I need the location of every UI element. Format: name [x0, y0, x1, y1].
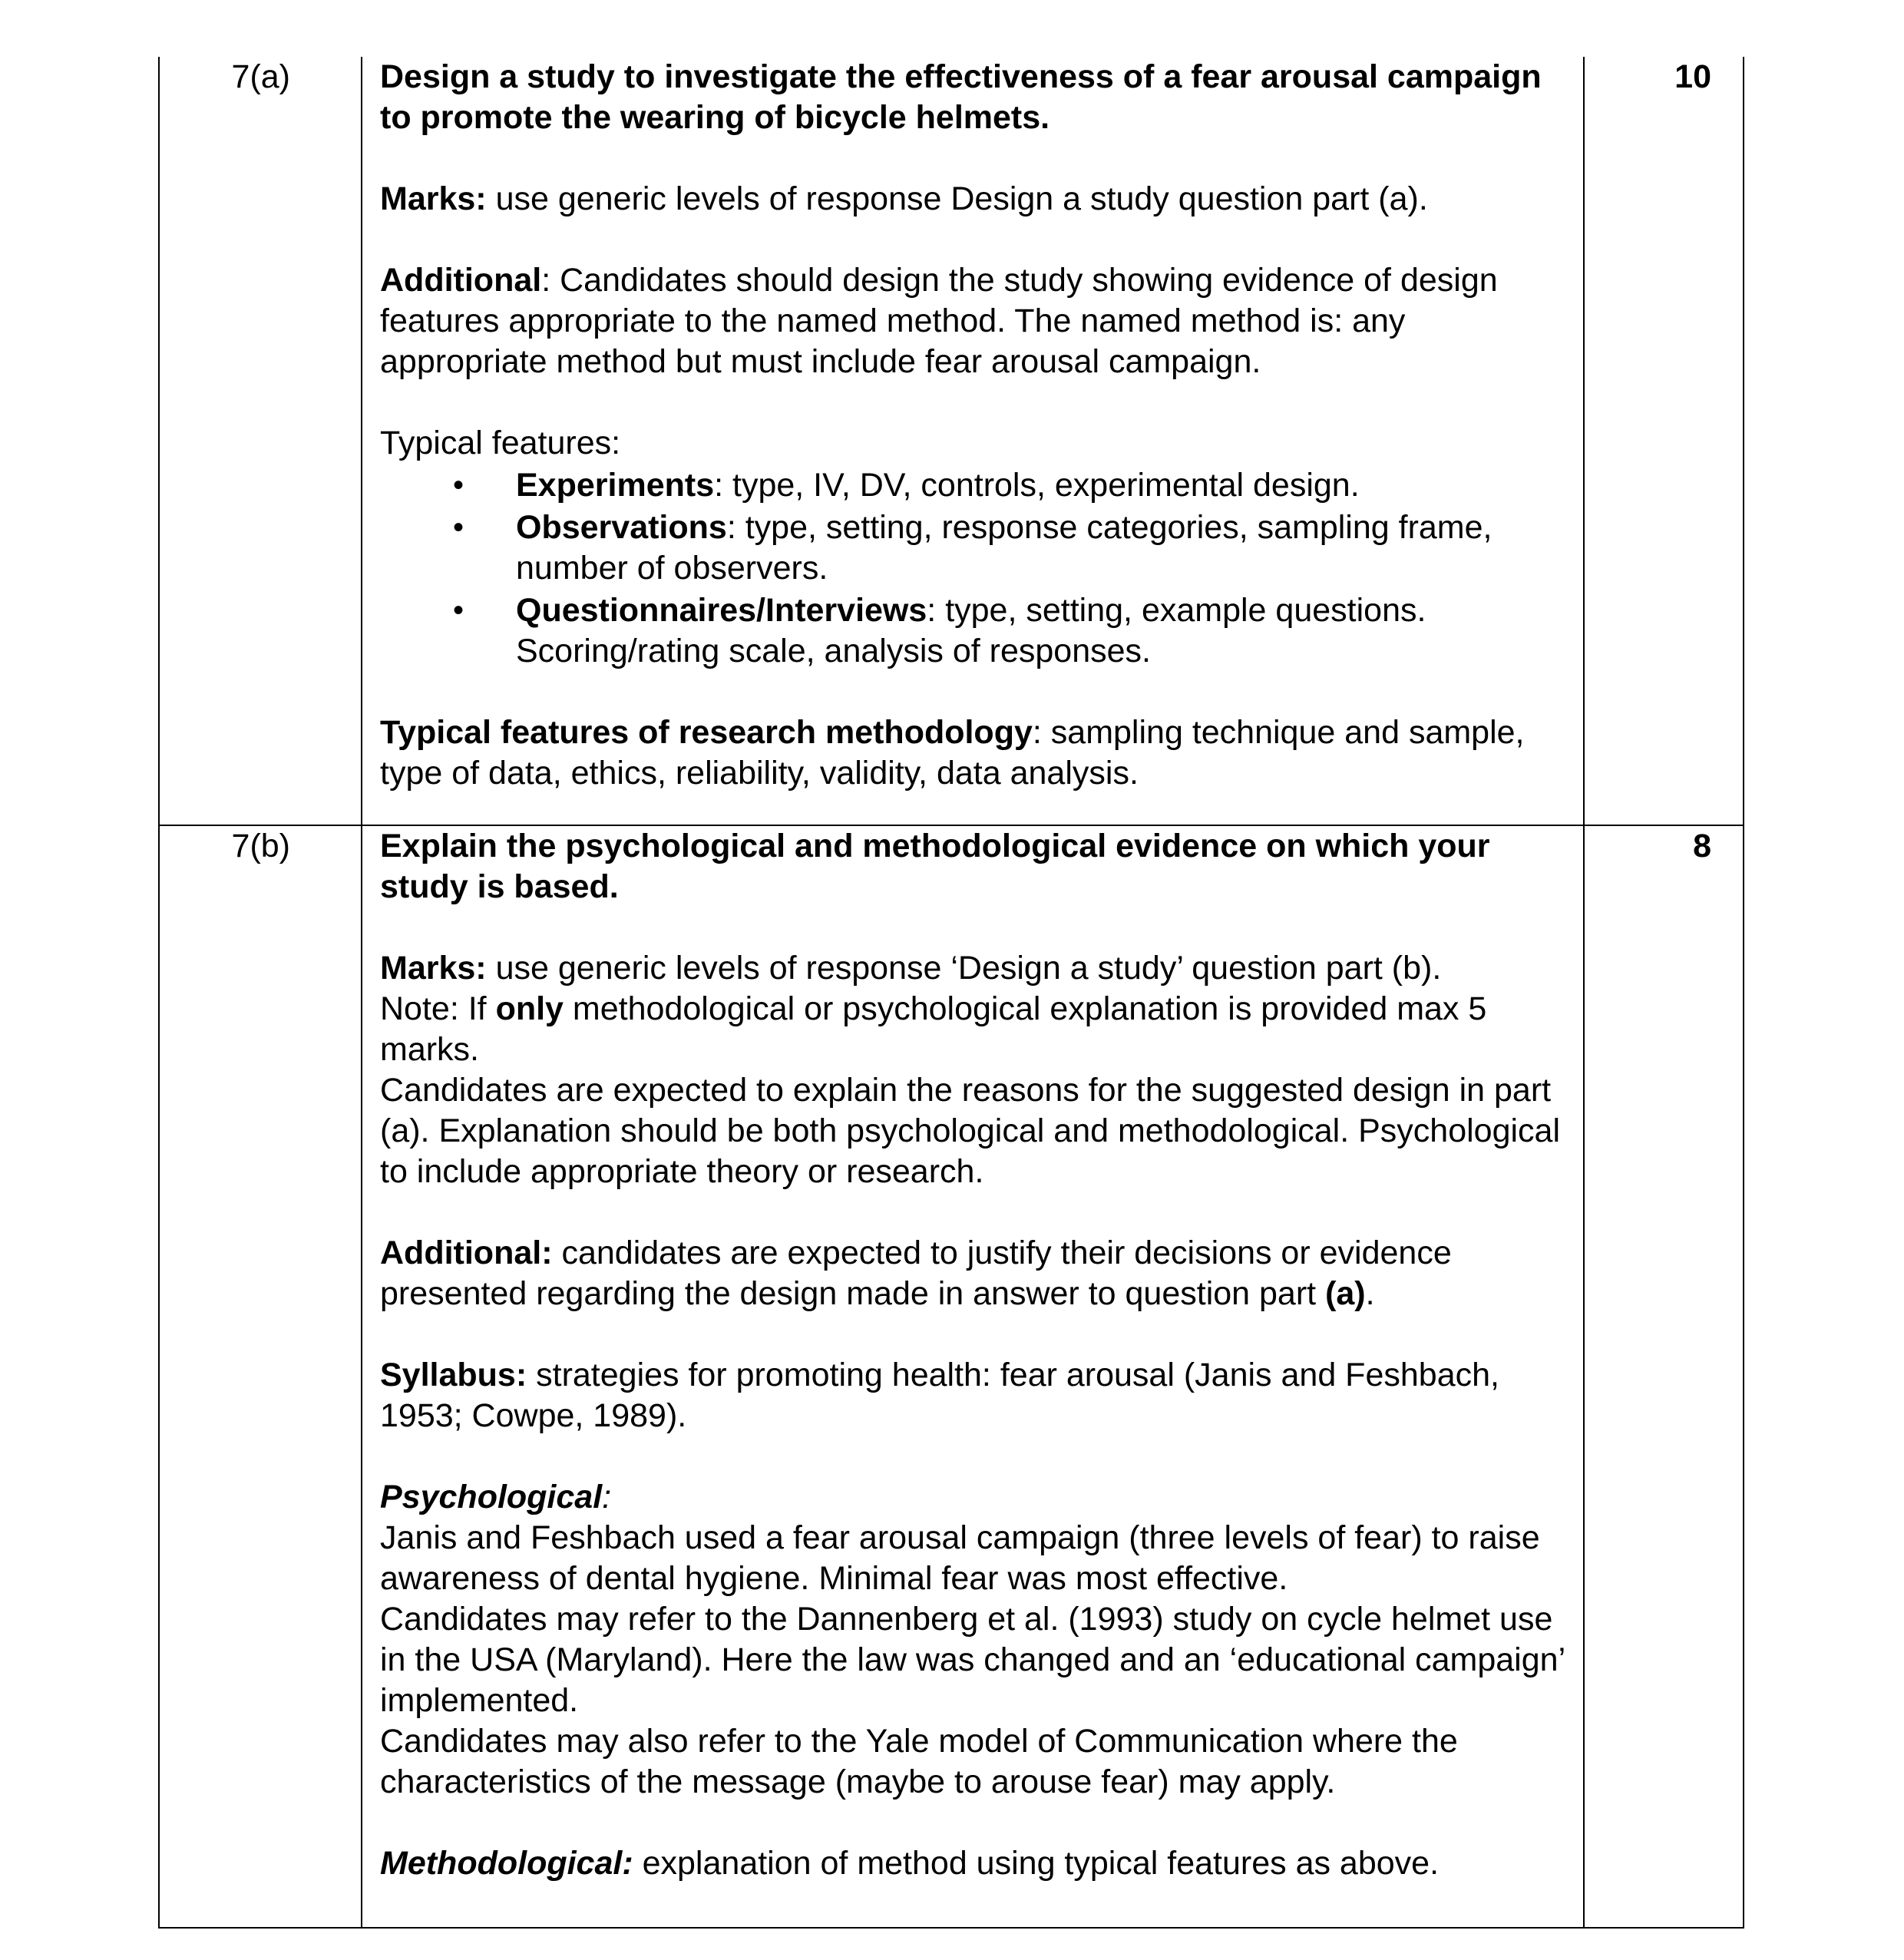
additional-paragraph [380, 1233, 1565, 1314]
syllabus-text: strategies for promoting health: fear arousal (Janis and Feshbach, 1953; Cowpe, 1989). [380, 1357, 1499, 1434]
marks-value: 10 [1584, 57, 1744, 825]
additional-paragraph [380, 260, 1565, 382]
marks-label: Marks: [380, 950, 487, 987]
syllabus-paragraph [380, 1355, 1565, 1436]
marks-paragraph [380, 179, 1565, 220]
answer-cell [362, 825, 1584, 1928]
research-label: Typical features of research methodology [380, 714, 1033, 751]
research-text: : sampling technique and sample, type of data, ethics, reliability, validity, data analysis. [380, 714, 1525, 792]
bullet-icon: • [453, 593, 464, 627]
note-only: only [495, 990, 564, 1027]
additional-label: Additional [380, 262, 542, 299]
marks-label: Marks: [380, 180, 487, 217]
additional-label: Additional: [380, 1235, 553, 1271]
table-row-7a [159, 57, 1744, 825]
additional-text: : Candidates should design the study showing evidence of design features appropriate to the named method. The named method is: any appropriate method but must include fear arousal campaign. [380, 262, 1498, 380]
list-item [380, 465, 1565, 506]
psychological-colon: : [602, 1479, 612, 1515]
methodological-colon: : [622, 1845, 633, 1882]
feature-text: : type, setting, example questions. Scoring/rating scale, analysis of responses. [516, 592, 1426, 669]
features-list [380, 465, 1565, 672]
bullet-icon: • [453, 511, 464, 544]
feature-term: Questionnaires/Interviews [516, 592, 927, 629]
marks-text: use generic levels of response Design a study question part (a). [486, 180, 1428, 217]
question-title: Explain the psychological and methodological evidence on which your study is based. [380, 828, 1490, 905]
question-number: 7(a) [159, 57, 362, 825]
marks-text: use generic levels of response ‘Design a study’ question part (b). [486, 950, 1442, 987]
methodological-paragraph [380, 1843, 1565, 1884]
feature-term: Observations [516, 509, 727, 546]
answer-cell [362, 57, 1584, 825]
feature-text: : type, setting, response categories, sampling frame, number of observers. [516, 509, 1492, 587]
feature-term: Experiments [516, 467, 715, 504]
note-prefix: Note: If [380, 990, 496, 1027]
typical-features-heading: Typical features: [380, 425, 621, 461]
list-item [380, 507, 1565, 589]
psych-paragraph-2: Candidates may refer to the Dannenberg et al. (1993) study on cycle helmet use in the USA (Maryland). Here the law was changed and an ‘educational campaign’ implemented. [380, 1601, 1565, 1719]
mark-scheme-table [158, 57, 1744, 1929]
additional-text: candidates are expected to justify their decisions or evidence presented regarding the design made in answer to question part [380, 1235, 1452, 1312]
bullet-icon: • [453, 468, 464, 502]
methodological-label: Methodological [380, 1845, 623, 1882]
additional-part: (a) [1325, 1275, 1366, 1312]
feature-text: : type, IV, DV, controls, experimental design. [714, 467, 1360, 504]
table-row-7b [159, 825, 1744, 1928]
note-suffix: methodological or psychological explanation is provided max 5 marks. [380, 990, 1487, 1068]
additional-end: . [1365, 1275, 1375, 1312]
psychological-heading [380, 1477, 1565, 1518]
research-paragraph [380, 712, 1565, 794]
methodological-text: explanation of method using typical features as above. [633, 1845, 1440, 1882]
syllabus-label: Syllabus: [380, 1357, 527, 1393]
psych-paragraph-1: Janis and Feshbach used a fear arousal campaign (three levels of fear) to raise awareness of dental hygiene. Minimal fear was most effective. [380, 1519, 1540, 1597]
marks-value: 8 [1584, 825, 1744, 1928]
marks-paragraph [380, 948, 1565, 989]
psychological-label: Psychological [380, 1479, 603, 1515]
list-item [380, 590, 1565, 672]
note-paragraph [380, 989, 1565, 1070]
question-number: 7(b) [159, 825, 362, 1928]
expected-paragraph: Candidates are expected to explain the reasons for the suggested design in part (a). Explanation should be both psychological and methodological. Psychological to include appropriate theory or research. [380, 1072, 1561, 1190]
psych-paragraph-3: Candidates may also refer to the Yale model of Communication where the characteristics of the message (maybe to arouse fear) may apply. [380, 1723, 1458, 1800]
question-title: Design a study to investigate the effectiveness of a fear arousal campaign to promote the wearing of bicycle helmets. [380, 58, 1542, 136]
